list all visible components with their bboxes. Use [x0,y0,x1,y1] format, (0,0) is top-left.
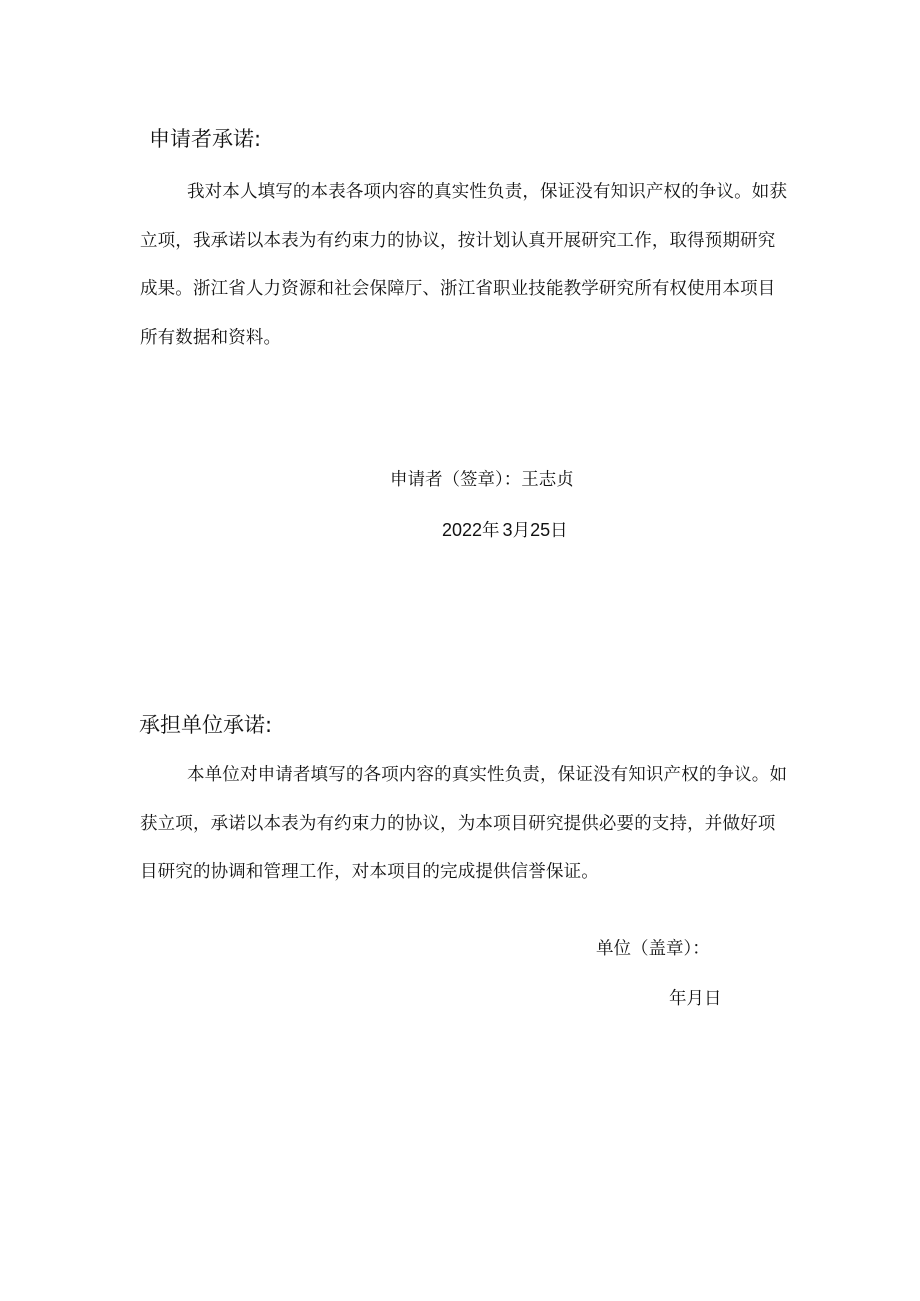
unit-line-2: 获立项，承诺以本表为有约束力的协议，为本项目研究提供必要的支持，并做好项 [140,813,776,834]
unit-line-3: 目研究的协调和管理工作，对本项目的完成提供信誉保证。 [140,862,599,882]
applicant-date-day-unit: 日 [550,521,568,541]
unit-line-1: 本单位对申请者填写的各项内容的真实性负责，保证没有知识产权的争议。如 [187,765,788,785]
unit-date-label: 年月日 [669,989,722,1009]
applicant-line-3: 成果。浙江省人力资源和社会保障厅、浙江省职业技能教学研究所有权使用本项目 [140,279,776,299]
applicant-date-day: 25 [530,520,551,540]
applicant-date-month: 3 [502,520,513,540]
applicant-signature-label: 申请者（签章）：王志贞 [390,470,574,490]
applicant-date-year: 2022 [442,520,483,540]
applicant-commitment-text [140,168,810,362]
unit-commitment-text [140,751,810,897]
applicant-date [442,518,568,543]
unit-commitment-heading: 承担单位承诺: [139,713,273,737]
applicant-line-2: 立项，我承诺以本表为有约束力的协议，按计划认真开展研究工作，取得预期研究 [140,230,776,251]
applicant-commitment-heading: 申请者承诺: [149,127,262,151]
applicant-line-1: 我对本人填写的本表各项内容的真实性负责，保证没有知识产权的争议。如获 [187,182,788,202]
applicant-date-month-unit: 月 [512,521,531,541]
applicant-date-year-unit: 年 [482,521,500,541]
applicant-line-4: 所有数据和资料。 [140,327,282,348]
unit-seal-label: 单位（盖章）： [596,939,710,959]
